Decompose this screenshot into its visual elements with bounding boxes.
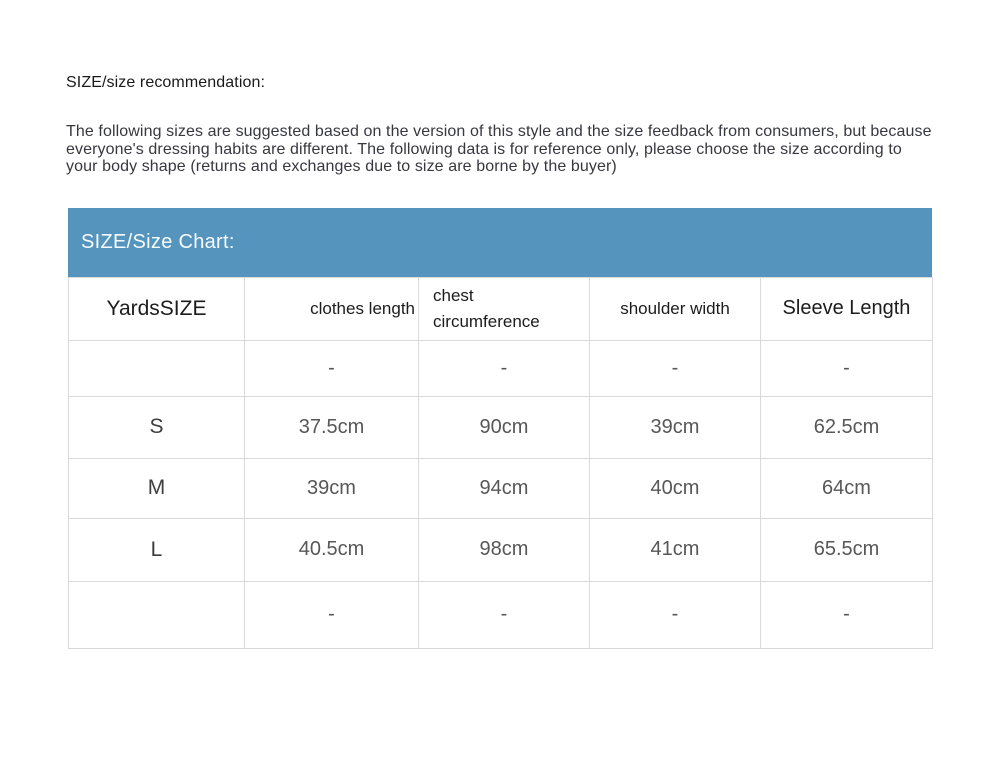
value-cell: 40.5cm [245,518,419,581]
value-cell: 40cm [590,458,761,518]
column-header-sleeve-length [761,277,933,340]
size-chart-page [0,74,1000,782]
value-cell: 39cm [245,458,419,518]
table-row-empty-bottom [69,581,933,648]
size-cell: S [69,396,245,458]
value-cell: 98cm [419,518,590,581]
size-cell: M [69,458,245,518]
size-cell [69,340,245,396]
value-cell: - [245,581,419,648]
value-cell: 65.5cm [761,518,933,581]
value-cell: 37.5cm [245,396,419,458]
size-chart-title-bar [68,208,932,277]
column-header-label: chest circumference [433,285,540,331]
table-row-size-m [69,458,933,518]
value-cell: 90cm [419,396,590,458]
value-cell: 64cm [761,458,933,518]
value-cell: - [761,340,933,396]
value-cell: - [761,581,933,648]
value-cell: 94cm [419,458,590,518]
size-chart-table [68,277,933,649]
value-cell: - [590,340,761,396]
column-header-label: Sleeve Length [782,297,911,319]
size-cell [69,581,245,648]
size-recommendation-text: The following sizes are suggested based on the version of this style and the size feedback from consumers, but because everyone's dressing habits are different. The following data is for reference only, please choose the size according to your body shape (returns and exchanges due to size are borne by the buyer) [66,123,932,175]
column-header-label: clothes length [310,298,415,318]
value-cell: 41cm [590,518,761,581]
value-cell: 62.5cm [761,396,933,458]
table-row-size-s [69,396,933,458]
value-cell: - [419,340,590,396]
value-cell: 39cm [590,396,761,458]
column-header-yards-size [69,277,245,340]
column-header-clothes-length [245,277,419,340]
table-header-row [69,277,933,340]
column-header-label: YardsSIZE [106,296,207,320]
table-row-empty-top [69,340,933,396]
value-cell: - [419,581,590,648]
value-cell: - [590,581,761,648]
size-recommendation-heading: SIZE/size recommendation: [66,74,266,91]
size-cell: L [69,518,245,581]
column-header-shoulder-width [590,277,761,340]
size-chart-title: SIZE/Size Chart: [81,230,235,253]
column-header-chest-circumference [419,277,590,340]
column-header-label: shoulder width [620,298,730,318]
value-cell: - [245,340,419,396]
table-row-size-l [69,518,933,581]
